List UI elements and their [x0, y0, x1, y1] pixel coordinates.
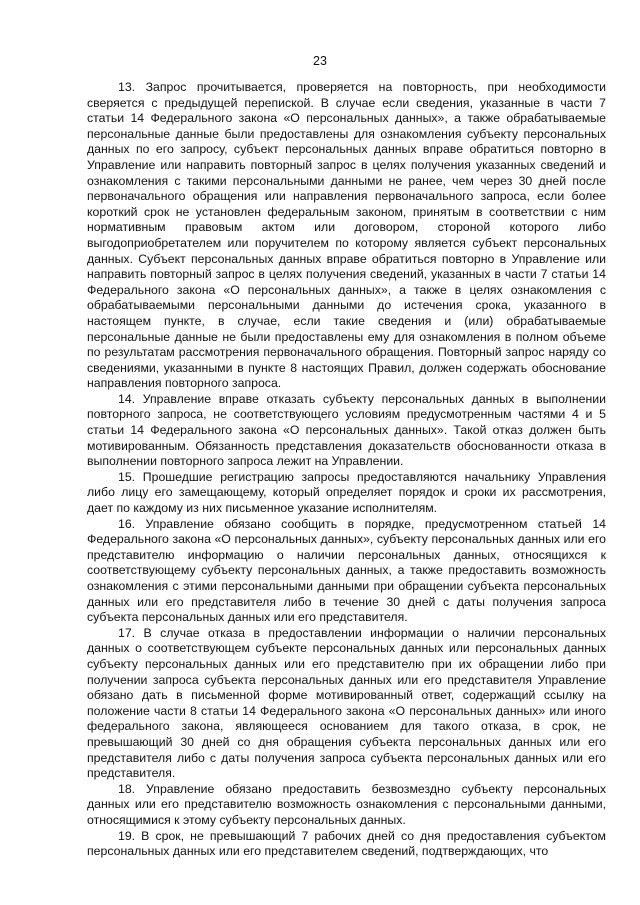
paragraph-18: 18. Управление обязано предоставить безвозмездно субъекту персональных данных или его представителю возможность ознакомления с персональными данными, относящимися к этому субъекту персональных данных.	[87, 781, 606, 827]
paragraph-15: 15. Прошедшие регистрацию запросы предоставляются начальнику Управления либо лицу его замещающему, который определяет порядок и сроки их рассмотрения, дает по каждому из них письменное указание исполнителям.	[87, 469, 606, 516]
document-body	[87, 80, 606, 860]
paragraph-13: 13. Запрос прочитывается, проверяется на повторность, при необходимости сверяется с предыдущей перепиской. В случае если сведения, указанные в части 7 статьи 14 Федерального закона «О персональных данных», а также обрабатываемые персональные данные были предоставлены для ознакомления субъекту персональных данных по его запросу, субъект персональных данных вправе обратиться повторно в Управление или направить повторный запрос в целях получения указанных сведений и ознакомления с такими персональными данными не ранее, чем через 30 дней после первоначального обращения или направления первоначального запроса, если более короткий срок не установлен федеральным законом, принятым в соответствии с ним нормативным правовым актом или договором, стороной которого либо выгодоприобретателем или поручителем по которому является субъект персональных данных. Субъект персональных данных вправе обратиться повторно в Управление или направить повторный запрос в целях получения сведений, указанных в части 7 статьи 14 Федерального закона «О персональных данных», а также в целях ознакомления с обрабатываемыми персональными данными до истечения срока, указанного в настоящем пункте, в случае, если такие сведения и (или) обрабатываемые персональные данные не были предоставлены ему для ознакомления в полном объеме по результатам рассмотрения первоначального обращения. Повторный запрос наряду со сведениями, указанными в пункте 8 настоящих Правил, должен содержать обоснование направления повторного запроса.	[87, 80, 606, 391]
paragraph-17: 17. В случае отказа в предоставлении информации о наличии персональных данных о соответствующем субъекте персональных данных или персональных данных субъекту персональных данных или его представителю при их обращении либо при получении запроса субъекта персональных данных или его представителя Управление обязано дать в письменной форме мотивированный ответ, содержащий ссылку на положение части 8 статьи 14 Федерального закона «О персональных данных» или иного федерального закона, являющееся основанием для такого отказа, в срок, не превышающий 30 дней со дня обращения субъекта персональных данных или его представителя либо с даты получения запроса субъекта персональных данных или его представителя.	[87, 625, 606, 781]
paragraph-16: 16. Управление обязано сообщить в порядке, предусмотренном статьей 14 Федерального закона «О персональных данных», субъекту персональных данных или его представителю информацию о наличии персональных данных, относящихся к соответствующему субъекту персональных данных, а также предоставить возможность ознакомления с этими персональными данными при обращении субъекта персональных данных или его представителя либо в течение 30 дней с даты получения запроса субъекта персональных данных или его представителя.	[87, 516, 606, 625]
paragraph-14: 14. Управление вправе отказать субъекту персональных данных в выполнении повторного запроса, не соответствующего условиям предусмотренным частями 4 и 5 статьи 14 Федерального закона «О персональных данных». Такой отказ должен быть мотивированным. Обязанность представления доказательств обоснованности отказа в выполнении повторного запроса лежит на Управлении.	[87, 391, 606, 469]
paragraph-19: 19. В срок, не превышающий 7 рабочих дней со дня предоставления субъектом персональных данных или его представителем сведений, подтверждающих, что	[87, 828, 606, 859]
page-number: 23	[313, 54, 327, 68]
